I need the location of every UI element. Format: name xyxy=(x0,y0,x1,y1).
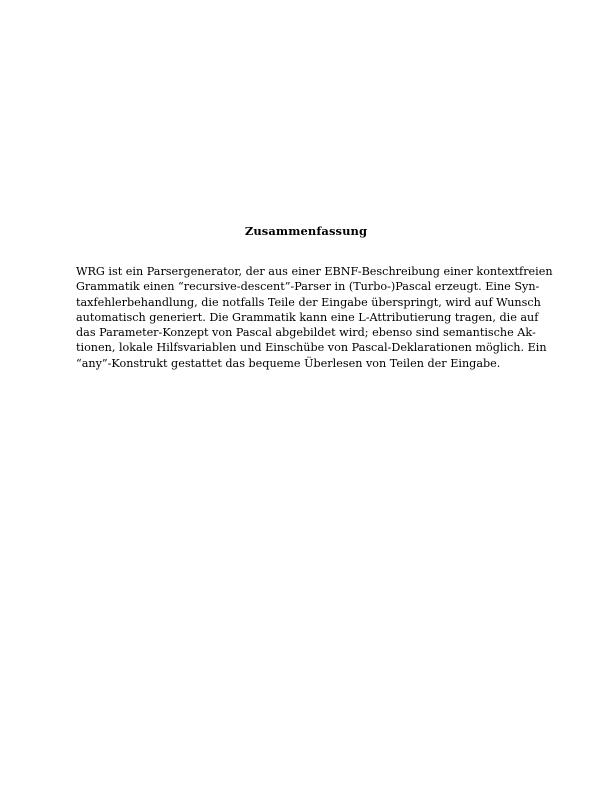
abstract-line: tionen, lokale Hilfsvariablen und Einschübe von Pascal-Deklarationen möglich. Ein xyxy=(76,341,547,355)
abstract-line: automatisch generiert. Die Grammatik kann eine L-Attributierung tragen, die auf xyxy=(76,310,539,324)
abstract-line: WRG ist ein Parsergenerator, der aus einer EBNF-Beschreibung einer kontextfreien xyxy=(76,265,553,278)
abstract-paragraph xyxy=(76,264,553,371)
abstract-line: taxfehlerbehandlung, die notfalls Teile der Eingabe überspringt, wird auf Wunsch xyxy=(76,295,541,309)
abstract-line: Grammatik einen “recursive-descent”-Parser in (Turbo-)Pascal erzeugt. Eine Syn- xyxy=(76,280,540,294)
abstract-line: das Parameter-Konzept von Pascal abgebildet wird; ebenso sind semantische Ak- xyxy=(76,326,536,340)
abstract-line: “any”-Konstrukt gestattet das bequeme Überlesen von Teilen der Eingabe. xyxy=(76,356,501,370)
abstract-heading: Zusammenfassung xyxy=(244,224,368,238)
